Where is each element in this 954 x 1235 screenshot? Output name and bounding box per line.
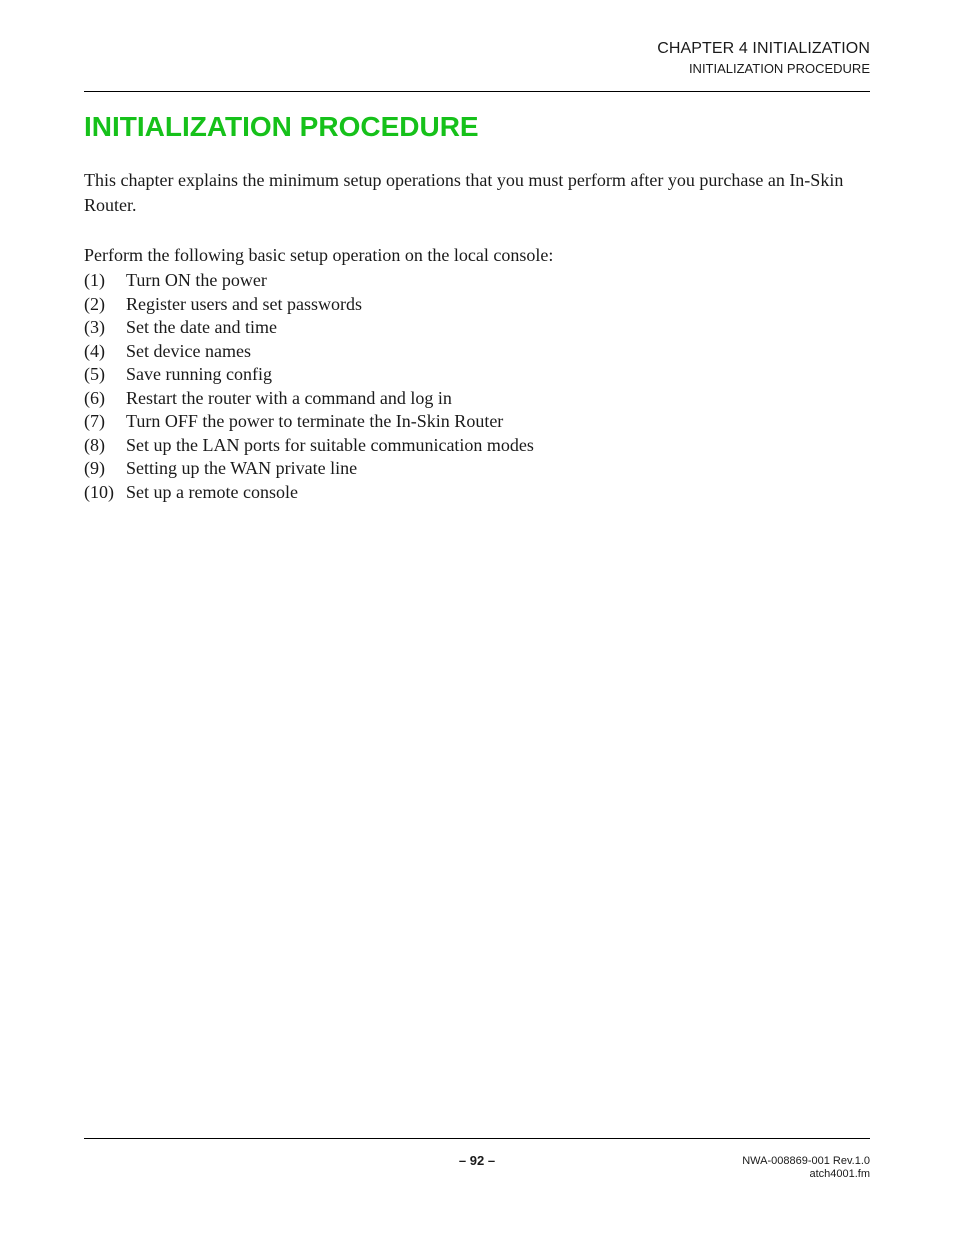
step-item — [84, 340, 534, 364]
step-item — [84, 316, 534, 340]
steps-lead-in: Perform the following basic setup operation on the local console: — [84, 245, 554, 265]
step-item — [84, 434, 534, 458]
step-item — [84, 481, 534, 505]
step-item — [84, 293, 534, 317]
step-text: Restart the router with a command and log in — [126, 387, 452, 408]
step-item — [84, 269, 534, 293]
step-number: (3) — [84, 317, 105, 337]
step-number: (1) — [84, 270, 105, 290]
step-item — [84, 410, 534, 434]
document-id: NWA-008869-001 Rev.1.0 — [742, 1155, 870, 1167]
step-text: Turn OFF the power to terminate the In-Skin Router — [126, 411, 504, 431]
step-item — [84, 457, 534, 481]
step-text: Set up the LAN ports for suitable communication modes — [126, 434, 534, 455]
step-text: Turn ON the power — [126, 270, 267, 290]
step-number: (9) — [84, 458, 105, 478]
step-number: (10) — [84, 481, 114, 502]
step-number: (7) — [84, 411, 105, 431]
step-text: Register users and set passwords — [126, 293, 362, 314]
footer-divider — [84, 1138, 870, 1139]
step-number: (4) — [84, 340, 105, 361]
page-number: – 92 – — [458, 1153, 496, 1168]
header-divider — [84, 91, 870, 92]
step-item — [84, 387, 534, 411]
intro-paragraph: This chapter explains the minimum setup operations that you must perform after you purchase an In-Skin Router. — [84, 170, 844, 215]
step-text: Set the date and time — [126, 317, 277, 337]
step-number: (2) — [84, 293, 105, 314]
step-number: (8) — [84, 434, 105, 455]
header-chapter: CHAPTER 4 INITIALIZATION — [657, 40, 870, 57]
step-text: Set device names — [126, 340, 251, 361]
running-header — [657, 38, 870, 77]
step-number: (6) — [84, 387, 105, 408]
step-text: Save running config — [126, 364, 272, 384]
step-text: Set up a remote console — [126, 481, 298, 502]
header-section: INITIALIZATION PROCEDURE — [688, 61, 870, 76]
step-number: (5) — [84, 364, 105, 384]
step-item — [84, 363, 534, 387]
file-name: atch4001.fm — [809, 1168, 870, 1180]
page-title: INITIALIZATION PROCEDURE — [84, 111, 479, 142]
step-text: Setting up the WAN private line — [126, 458, 358, 478]
document-info — [742, 1155, 870, 1181]
setup-steps-list — [84, 269, 534, 504]
